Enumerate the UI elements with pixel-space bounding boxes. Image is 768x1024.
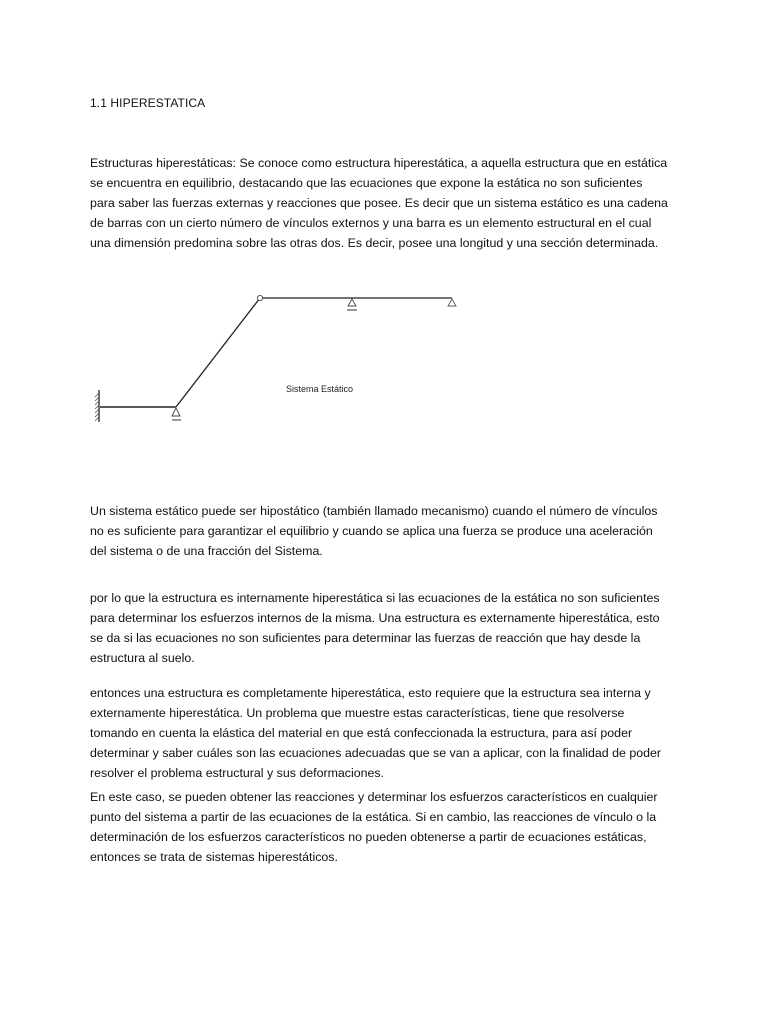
text-line: punto del sistema a partir de las ecuaciones de la estática. Si en cambio, las reacciones de vínculo o la: [90, 810, 657, 824]
text-line: se encuentra en equilibrio, destacando que las ecuaciones que expone la estática no son suficientes: [90, 176, 643, 190]
text-line: estructura al suelo.: [90, 651, 195, 665]
paragraph-internamente: [90, 588, 690, 668]
hinge-icon: [257, 295, 262, 300]
text-line: para saber las fuerzas externas y reacciones que posee. Es decir que un sistema estático es una cadena: [90, 196, 668, 210]
section-heading: 1.1 HIPERESTATICA: [90, 96, 206, 110]
text-line: Estructuras hiperestáticas: Se conoce como estructura hiperestática, a aquella estructura que en estática: [90, 156, 668, 170]
text-line: resolver el problema estructural y sus deformaciones.: [90, 766, 385, 780]
end-support-icon: [448, 299, 456, 306]
figure-caption: Sistema Estático: [286, 384, 354, 394]
paragraph-completamente: [90, 683, 690, 783]
text-line: del sistema o de una fracción del Sistema.: [90, 544, 323, 558]
paragraph-hipostatico: [90, 501, 690, 561]
fixed-support-icon: [95, 390, 99, 422]
text-line: externamente hiperestática. Un problema que muestre estas características, tiene que resolverse: [90, 706, 625, 720]
paragraph-hiperestaticas-definition: [90, 153, 690, 253]
text-line: Un sistema estático puede ser hipostático (también llamado mecanismo) cuando el número de vínculos: [90, 504, 658, 518]
paragraph-en-este-caso: [90, 787, 690, 867]
text-line: para determinar los esfuerzos internos de la misma. Una estructura es externamente hiperestática, esto: [90, 611, 660, 625]
text-line: entonces una estructura es completamente hiperestática, esto requiere que la estructura sea interna y: [90, 686, 651, 700]
text-line: de barras con un cierto número de vínculos externos y una barra es un elemento estructural en el cual: [90, 216, 652, 230]
text-line: determinar y saber cuáles son las ecuaciones adecuadas que se van a aplicar, con la finalidad de poder: [90, 746, 662, 760]
text-line: no es suficiente para garantizar el equilibrio y cuando se aplica una fuerza se produce una aceleración: [90, 524, 653, 538]
text-line: una dimensión predomina sobre las otras dos. Es decir, posee una longitud y una sección determinada.: [90, 236, 659, 250]
text-line: determinación de los esfuerzos característicos no pueden obtenerse a partir de ecuaciones estáticas,: [90, 830, 647, 844]
text-line: por lo que la estructura es internamente hiperestática si las ecuaciones de la estática no son suficientes: [90, 591, 660, 605]
text-line: se da si las ecuaciones no son suficientes para determinar las fuerzas de reacción que hay desde la: [90, 631, 641, 645]
text-line: entonces se trata de sistemas hiperestáticos.: [90, 850, 338, 864]
pinned-support-icon: [172, 408, 181, 420]
roller-support-icon: [347, 299, 357, 310]
text-line: tomando en cuenta la elástica del material en que está confeccionada la estructura, para así poder: [90, 726, 633, 740]
text-line: En este caso, se pueden obtener las reacciones y determinar los esfuerzos característicos en cualquier: [90, 790, 658, 804]
structure-bars: [100, 298, 452, 407]
